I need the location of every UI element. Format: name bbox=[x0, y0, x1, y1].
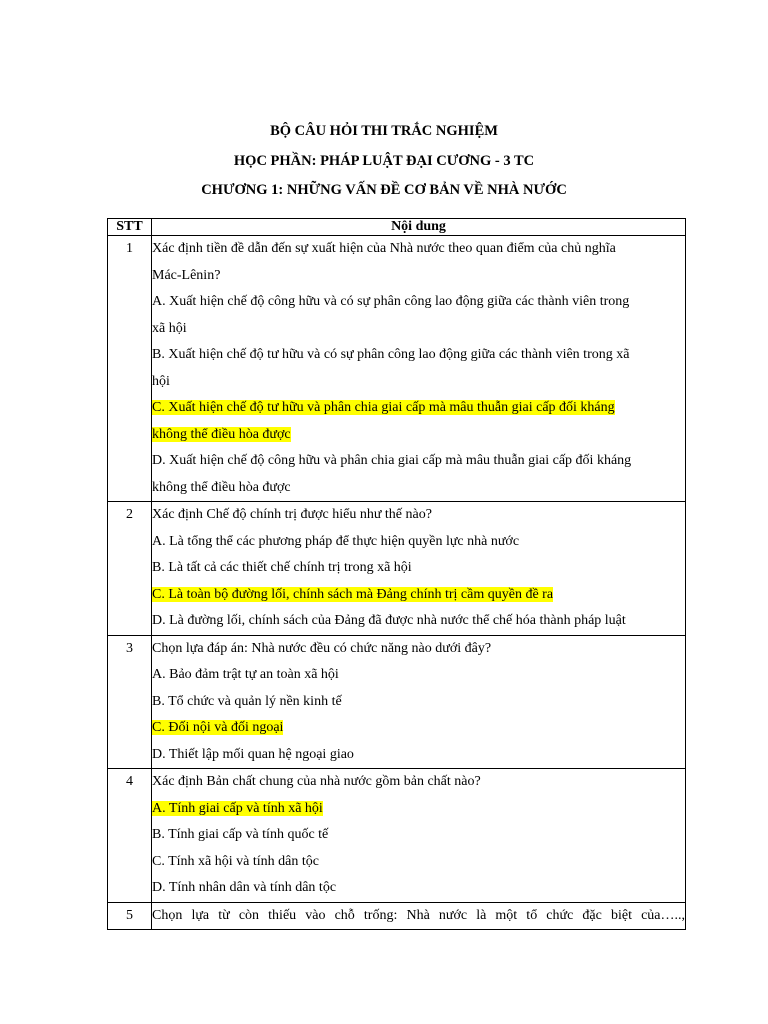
option-a: xã hội bbox=[152, 320, 187, 336]
option-a: A. Bảo đảm trật tự an toàn xã hội bbox=[152, 667, 339, 682]
table-row bbox=[108, 502, 686, 636]
question-content bbox=[152, 502, 686, 636]
table-row bbox=[108, 236, 686, 502]
question-number: 1 bbox=[108, 236, 152, 502]
column-header-content: Nội dung bbox=[152, 219, 686, 236]
question-content bbox=[152, 769, 686, 903]
question-text: Xác định Bản chất chung của nhà nước gồm bản chất nào? bbox=[152, 774, 481, 789]
question-table bbox=[107, 218, 686, 930]
table-row bbox=[108, 902, 686, 930]
option-a: A. Xuất hiện chế độ công hữu và có sự phân công lao động giữa các thành viên trong bbox=[152, 294, 630, 309]
question-text: Chọn lựa đáp án: Nhà nước đều có chức năng nào dưới đây? bbox=[152, 640, 492, 656]
option-d: D. Là đường lối, chính sách của Đảng đã được nhà nước thể chế hóa thành pháp luật bbox=[152, 613, 626, 628]
question-text: Chọn lựa từ còn thiếu vào chỗ trống: Nhà nước là một tổ chức đặc biệt của….., bbox=[152, 907, 685, 923]
question-content bbox=[152, 236, 686, 502]
question-text: Mác-Lênin? bbox=[152, 267, 221, 283]
document-subject: HỌC PHẦN: PHÁP LUẬT ĐẠI CƯƠNG - 3 TC bbox=[233, 153, 535, 169]
table-row bbox=[108, 635, 686, 769]
option-a-highlighted: A. Tính giai cấp và tính xã hội bbox=[152, 800, 323, 816]
option-c: C. Tính xã hội và tính dân tộc bbox=[152, 853, 319, 869]
option-c-highlighted: C. Là toàn bộ đường lối, chính sách mà Đảng chính trị cầm quyền đề ra bbox=[152, 586, 554, 602]
option-b: B. Xuất hiện chế độ tư hữu và có sự phân công lao động giữa các thành viên trong xã bbox=[152, 347, 630, 362]
question-number: 2 bbox=[108, 502, 152, 636]
option-c-highlighted: không thể điều hòa được bbox=[152, 426, 291, 442]
option-d: không thể điều hòa được bbox=[152, 479, 291, 495]
option-d: D. Tính nhân dân và tính dân tộc bbox=[152, 880, 337, 895]
option-b: B. Tổ chức và quản lý nền kinh tế bbox=[152, 693, 342, 709]
document-chapter: CHƯƠNG 1: NHỮNG VẤN ĐỀ CƠ BẢN VỀ NHÀ NƯỚC bbox=[201, 182, 567, 198]
option-c-highlighted: C. Đối nội và đối ngoại bbox=[152, 720, 284, 735]
option-c-highlighted: C. Xuất hiện chế độ tư hữu và phân chia giai cấp mà mâu thuẫn giai cấp đối kháng bbox=[152, 400, 615, 415]
question-number: 4 bbox=[108, 769, 152, 903]
option-b: B. Tính giai cấp và tính quốc tế bbox=[152, 827, 329, 842]
table-header-row bbox=[108, 219, 686, 236]
option-b: hội bbox=[152, 373, 170, 389]
question-number: 5 bbox=[108, 902, 152, 930]
question-text: Xác định tiền đề dẫn đến sự xuất hiện của Nhà nước theo quan điểm của chủ nghĩa bbox=[152, 241, 616, 256]
column-header-stt: STT bbox=[108, 219, 152, 236]
option-d: D. Thiết lập mối quan hệ ngoại giao bbox=[152, 746, 354, 762]
question-content bbox=[152, 635, 686, 769]
table-row bbox=[108, 769, 686, 903]
option-d: D. Xuất hiện chế độ công hữu và phân chia giai cấp mà mâu thuẫn giai cấp đối kháng bbox=[152, 453, 632, 468]
question-text: Xác định Chế độ chính trị được hiểu như thế nào? bbox=[152, 507, 432, 522]
option-a: A. Là tổng thể các phương pháp để thực hiện quyền lực nhà nước bbox=[152, 533, 520, 549]
question-number: 3 bbox=[108, 635, 152, 769]
document-title: BỘ CÂU HỎI THI TRẮC NGHIỆM bbox=[270, 123, 498, 139]
question-content bbox=[152, 902, 686, 930]
option-b: B. Là tất cả các thiết chế chính trị trong xã hội bbox=[152, 560, 412, 575]
